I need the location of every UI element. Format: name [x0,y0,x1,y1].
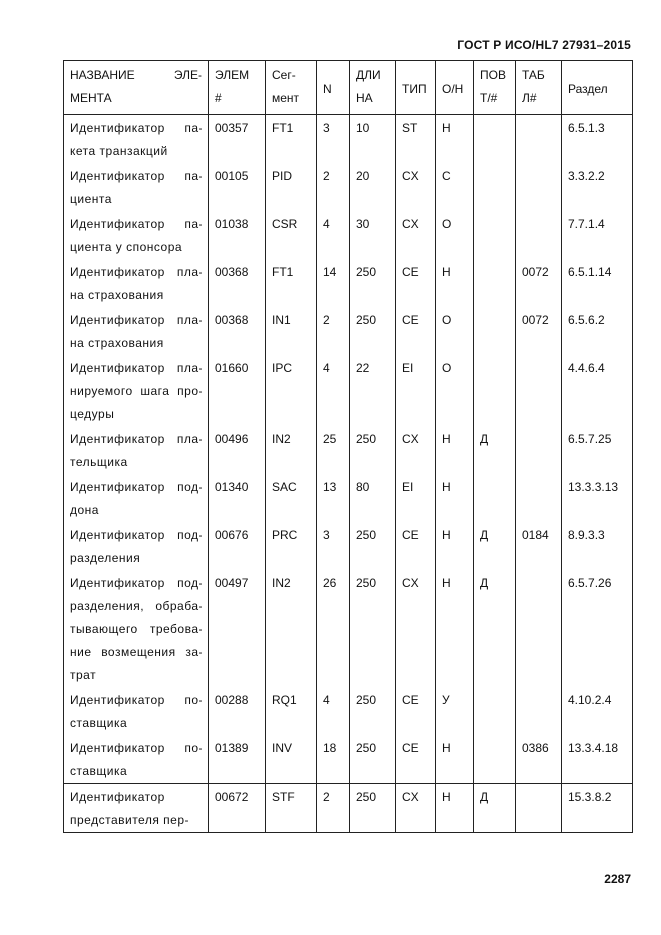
element-name-line: трат [70,668,97,682]
column-header-section: Раздел [562,61,633,115]
element-name-cell [64,115,209,164]
n-cell: 2 [317,307,350,355]
n-cell: 2 [317,163,350,211]
table-row [64,570,633,687]
type-cell: EI [396,474,436,522]
element-name-cell [64,784,209,833]
section-cell: 13.3.3.13 [562,474,633,522]
table-cell [516,115,562,164]
repeat-cell: Д [474,784,516,833]
type-cell: CX [396,784,436,833]
table-row [64,355,633,426]
column-header-length: ДЛИ НА [350,61,396,115]
element-name-line: Идентификатор под- [70,528,203,542]
element-name-cell [64,307,209,355]
section-cell: 7.7.1.4 [562,211,633,259]
optionality-cell: У [436,687,474,735]
table-header-row [64,61,633,115]
table-body [64,115,633,833]
column-header-element: ЭЛЕМ # [209,61,266,115]
element-name-line: Идентификатор по- [70,741,203,755]
segment-cell: IN2 [266,570,317,687]
section-cell: 15.3.8.2 [562,784,633,833]
type-cell: CX [396,426,436,474]
element-name-line: Идентификатор под- [70,480,203,494]
element-name-line: Идентификатор пла- [70,313,203,327]
element-name-cell [64,163,209,211]
type-cell: CX [396,570,436,687]
table-cell [516,474,562,522]
type-cell: CE [396,522,436,570]
n-cell: 3 [317,115,350,164]
element-name-line: Идентификатор под- [70,576,203,590]
type-cell: ST [396,115,436,164]
length-cell: 80 [350,474,396,522]
table-cell [516,426,562,474]
column-header-repeat: ПОВ Т/# [474,61,516,115]
optionality-cell: Н [436,426,474,474]
element-name-line: тельщика [70,455,128,469]
element-name-line: Идентификатор [70,790,165,804]
column-header-optionality: О/Н [436,61,474,115]
element-cell: 00496 [209,426,266,474]
element-name-line: ставщика [70,764,128,778]
table-row [64,474,633,522]
element-cell: 00497 [209,570,266,687]
type-cell: EI [396,355,436,426]
element-name-cell [64,355,209,426]
element-name-line: на страхования [70,336,164,350]
optionality-cell: С [436,163,474,211]
element-name-cell [64,687,209,735]
element-cell: 00672 [209,784,266,833]
length-cell: 250 [350,259,396,307]
element-name-line: разделения [70,551,141,565]
element-name-line: циента [70,192,112,206]
n-cell: 25 [317,426,350,474]
column-header-segment: Сег- мент [266,61,317,115]
n-cell: 26 [317,570,350,687]
element-name-line: цедуры [70,407,115,421]
optionality-cell: О [436,307,474,355]
segment-cell: RQ1 [266,687,317,735]
table-row [64,735,633,784]
repeat-cell: Д [474,426,516,474]
section-cell: 6.5.1.3 [562,115,633,164]
segment-cell: PID [266,163,317,211]
element-name-cell [64,735,209,784]
data-elements-table [63,60,633,833]
type-cell: CE [396,735,436,784]
optionality-cell: Н [436,259,474,307]
length-cell: 250 [350,570,396,687]
length-cell: 250 [350,784,396,833]
element-name-cell [64,570,209,687]
length-cell: 250 [350,426,396,474]
type-cell: CE [396,307,436,355]
length-cell: 30 [350,211,396,259]
table-cell [516,687,562,735]
table-row [64,163,633,211]
table-cell [516,570,562,687]
table-row [64,784,633,833]
optionality-cell: Н [436,784,474,833]
table-row [64,259,633,307]
element-name-line: дона [70,503,99,517]
repeat-cell [474,115,516,164]
element-name-line: представителя пер- [70,813,190,827]
element-name-cell [64,426,209,474]
element-cell: 00105 [209,163,266,211]
element-name-line: ние возмещения за- [70,645,203,659]
document-standard-header: ГОСТ Р ИСО/HL7 27931–2015 [457,38,631,52]
element-name-line: Идентификатор па- [70,217,203,231]
table-cell: 0386 [516,735,562,784]
table-row [64,522,633,570]
length-cell: 20 [350,163,396,211]
element-name-line: тывающего требова- [70,622,203,636]
n-cell: 2 [317,784,350,833]
section-cell: 6.5.6.2 [562,307,633,355]
type-cell: CE [396,259,436,307]
element-cell: 00676 [209,522,266,570]
length-cell: 250 [350,307,396,355]
length-cell: 250 [350,735,396,784]
element-name-line: разделения, обраба- [70,599,203,613]
section-cell: 3.3.2.2 [562,163,633,211]
table-cell: 0072 [516,259,562,307]
element-cell: 01038 [209,211,266,259]
segment-cell: IPC [266,355,317,426]
table-cell [516,211,562,259]
element-name-line: Идентификатор па- [70,169,203,183]
element-cell: 00368 [209,259,266,307]
segment-cell: PRC [266,522,317,570]
table-cell [516,163,562,211]
section-cell: 4.4.6.4 [562,355,633,426]
section-cell: 6.5.1.14 [562,259,633,307]
optionality-cell: О [436,211,474,259]
section-cell: 13.3.4.18 [562,735,633,784]
optionality-cell: О [436,355,474,426]
table-row [64,307,633,355]
element-name-line: циента у спонсора [70,240,183,254]
repeat-cell [474,163,516,211]
element-name-cell [64,259,209,307]
segment-cell: SAC [266,474,317,522]
table-cell [516,355,562,426]
element-name-cell [64,522,209,570]
element-cell: 01389 [209,735,266,784]
length-cell: 10 [350,115,396,164]
table-cell [516,784,562,833]
repeat-cell [474,735,516,784]
n-cell: 4 [317,687,350,735]
element-cell: 00357 [209,115,266,164]
n-cell: 18 [317,735,350,784]
table-row [64,115,633,164]
length-cell: 250 [350,522,396,570]
element-cell: 00288 [209,687,266,735]
segment-cell: FT1 [266,259,317,307]
element-name-line: на страхования [70,288,164,302]
column-header-name: НАЗВАНИЕ ЭЛЕ- МЕНТА [64,61,209,115]
element-name-line: нируемого шага про- [70,384,203,398]
optionality-cell: Н [436,570,474,687]
segment-cell: STF [266,784,317,833]
table-cell: 0184 [516,522,562,570]
optionality-cell: Н [436,115,474,164]
n-cell: 3 [317,522,350,570]
element-name-line: Идентификатор пла- [70,265,203,279]
column-header-type: ТИП [396,61,436,115]
element-cell: 01340 [209,474,266,522]
element-name-line: ставщика [70,716,128,730]
section-cell: 6.5.7.25 [562,426,633,474]
table-row [64,687,633,735]
optionality-cell: Н [436,735,474,784]
table-row [64,211,633,259]
type-cell: CX [396,163,436,211]
element-name-cell [64,474,209,522]
segment-cell: INV [266,735,317,784]
table-row [64,426,633,474]
column-header-table: ТАБ Л# [516,61,562,115]
repeat-cell: Д [474,570,516,687]
segment-cell: FT1 [266,115,317,164]
optionality-cell: Н [436,474,474,522]
segment-cell: CSR [266,211,317,259]
repeat-cell [474,259,516,307]
repeat-cell: Д [474,522,516,570]
n-cell: 13 [317,474,350,522]
table-cell: 0072 [516,307,562,355]
repeat-cell [474,474,516,522]
element-name-line: Идентификатор па- [70,121,203,135]
element-name-cell [64,211,209,259]
section-cell: 4.10.2.4 [562,687,633,735]
length-cell: 250 [350,687,396,735]
section-cell: 8.9.3.3 [562,522,633,570]
repeat-cell [474,307,516,355]
element-name-line: Идентификатор по- [70,693,203,707]
n-cell: 4 [317,211,350,259]
length-cell: 22 [350,355,396,426]
element-name-line: Идентификатор пла- [70,432,203,446]
repeat-cell [474,211,516,259]
type-cell: CX [396,211,436,259]
segment-cell: IN1 [266,307,317,355]
repeat-cell [474,687,516,735]
element-name-line: Идентификатор пла- [70,361,203,375]
element-name-line: кета транзакций [70,144,168,158]
segment-cell: IN2 [266,426,317,474]
n-cell: 4 [317,355,350,426]
page-number: 2287 [604,872,631,886]
type-cell: CE [396,687,436,735]
n-cell: 14 [317,259,350,307]
element-cell: 00368 [209,307,266,355]
repeat-cell [474,355,516,426]
column-header-n: N [317,61,350,115]
optionality-cell: Н [436,522,474,570]
element-cell: 01660 [209,355,266,426]
section-cell: 6.5.7.26 [562,570,633,687]
